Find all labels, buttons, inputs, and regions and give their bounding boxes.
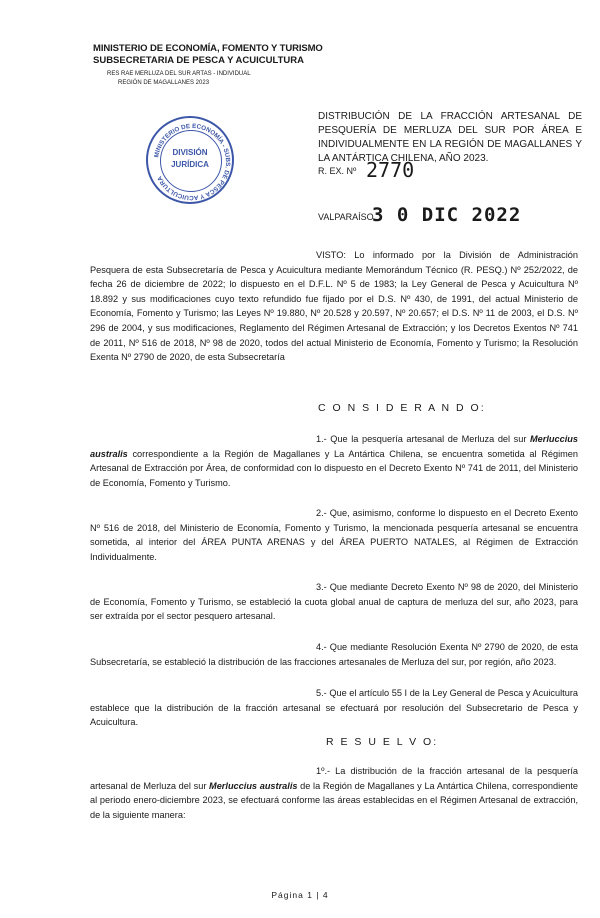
considerando-1-species: Merluccius australis xyxy=(90,434,578,459)
resuelvo-1 xyxy=(90,764,578,822)
stamp-line1: DIVISIÓN xyxy=(172,148,208,157)
considerando-3: 3.- Que mediante Decreto Exento Nº 98 de 2020, del Ministerio de Economía, Fomento y Turismo, se estableció la cuota global anual de captura de merluza del sur, año 2023, para ser extraída por el sector pesquero artesanal. xyxy=(90,582,578,622)
document-title: DISTRIBUCIÓN DE LA FRACCIÓN ARTESANAL DE PESQUERÍA DE MERLUZA DEL SUR POR ÁREA E INDIVIDUALMENTE EN LA REGIÓN DE MAGALLANES Y LA ANTÁRTICA CHILENA, AÑO 2023. xyxy=(318,111,582,164)
resolution-place: VALPARAÍSO, xyxy=(318,212,377,222)
visto-paragraph: VISTO: Lo informado por la División de Administración Pesquera de esta Subsecretaría de Pesca y Acuicultura mediante Memorándum Técnico (R. PESQ.) Nº 252/2022, de fecha 26 de diciembre de 2022; lo dispuesto en el D.F.L. Nº 5 de 1983; la Ley General de Pesca y Acuicultura Nº 18.892 y sus modificaciones cuyo texto refundido fue fijado por el D.S. Nº 430, de 1991, del actual Ministerio de Economía, Fomento y Turismo; las Leyes Nº 19.880, Nº 20.528 y 20.597, Nº 20.657; el D.S. Nº 11 de 2003, el D.S. Nº 296 de 2004, y sus modificaciones, Reglamento del Régimen Artesanal de Extracción; y los Decretos Exentos Nº 741 de 2011, Nº 516 de 2018, Nº 98 de 2020, todos del actual Ministerio de Economía, Fomento y Turismo; la Resolución Exenta Nº 2790 de 2020, de esta Subsecretaría xyxy=(90,250,578,363)
page-footer: Página 1 | 4 xyxy=(271,890,329,900)
considerando-1 xyxy=(90,432,578,490)
resuelvo-heading: R E S U E L V O: xyxy=(326,736,439,748)
resolution-number: 2770 xyxy=(366,158,415,182)
resolution-date: 3 0 DIC 2022 xyxy=(372,204,522,226)
considerando-4: 4.- Que mediante Resolución Exenta Nº 2790 de 2020, de esta Subsecretaría, se estableció la distribución de las fracciones artesanales de Merluza del sur, por región, año 2023. xyxy=(90,642,578,667)
header-ref-line2: REGIÓN DE MAGALLANES 2023 xyxy=(118,80,210,86)
stamp-ring-label: MINISTERIO DE ECONOMÍA - SUBS. DE PESCA Y ACUICULTURA xyxy=(153,122,232,202)
header-subsecretaria: SUBSECRETARIA DE PESCA Y ACUICULTURA xyxy=(93,55,304,66)
header-ref-line1: RES RAE MERLUZA DEL SUR ARTAS - INDIVIDUAL xyxy=(107,71,251,77)
considerando-2: 2.- Que, asimismo, conforme lo dispuesto en el Decreto Exento Nº 516 de 2018, del Ministerio de Economía, Fomento y Turismo, la mencionada pesquería artesanal se encuentra sometida, al interior del ÁREA PUNTA ARENAS y del ÁREA PUERTO NATALES, al Régimen de Extracción Individualmente. xyxy=(90,508,578,562)
stamp-line2: JURÍDICA xyxy=(171,160,209,169)
resuelvo-1-lead: 1º.- La distribución de la fracción artesanal de la pesquería artesanal de Merluza del sur xyxy=(90,766,578,791)
division-juridica-stamp xyxy=(146,116,234,204)
resuelvo-1-rest: de la Región de Magallanes y La Antártica Chilena, correspondiente al periodo enero-diciembre 2023, se efectuará conforme las áreas establecidas en el Régimen Artesanal de extracción, de la siguiente manera: xyxy=(90,780,578,820)
resuelvo-1-species: Merluccius australis xyxy=(209,780,298,791)
considerando-1-rest: correspondiente a la Región de Magallanes y La Antártica Chilena, se encuentra sometida al Régimen Artesanal de Extracción por Área, de conformidad con lo dispuesto en el Decreto Exento Nº 741 de 2011, del Ministerio de Economía, Fomento y Turismo. xyxy=(90,448,578,488)
resolution-label: R. EX. Nº xyxy=(318,166,357,176)
considerando-heading: C O N S I D E R A N D O: xyxy=(318,402,486,414)
considerando-1-lead: 1.- Que la pesquería artesanal de Merluza del sur xyxy=(316,434,530,444)
header-ministry: MINISTERIO DE ECONOMÍA, FOMENTO Y TURISMO xyxy=(93,43,323,54)
considerando-5: 5.- Que el artículo 55 I de la Ley General de Pesca y Acuicultura establece que la distribución de la fracción artesanal se efectuará por resolución del Subsecretario de Pesca y Acuicultura. xyxy=(90,688,578,728)
